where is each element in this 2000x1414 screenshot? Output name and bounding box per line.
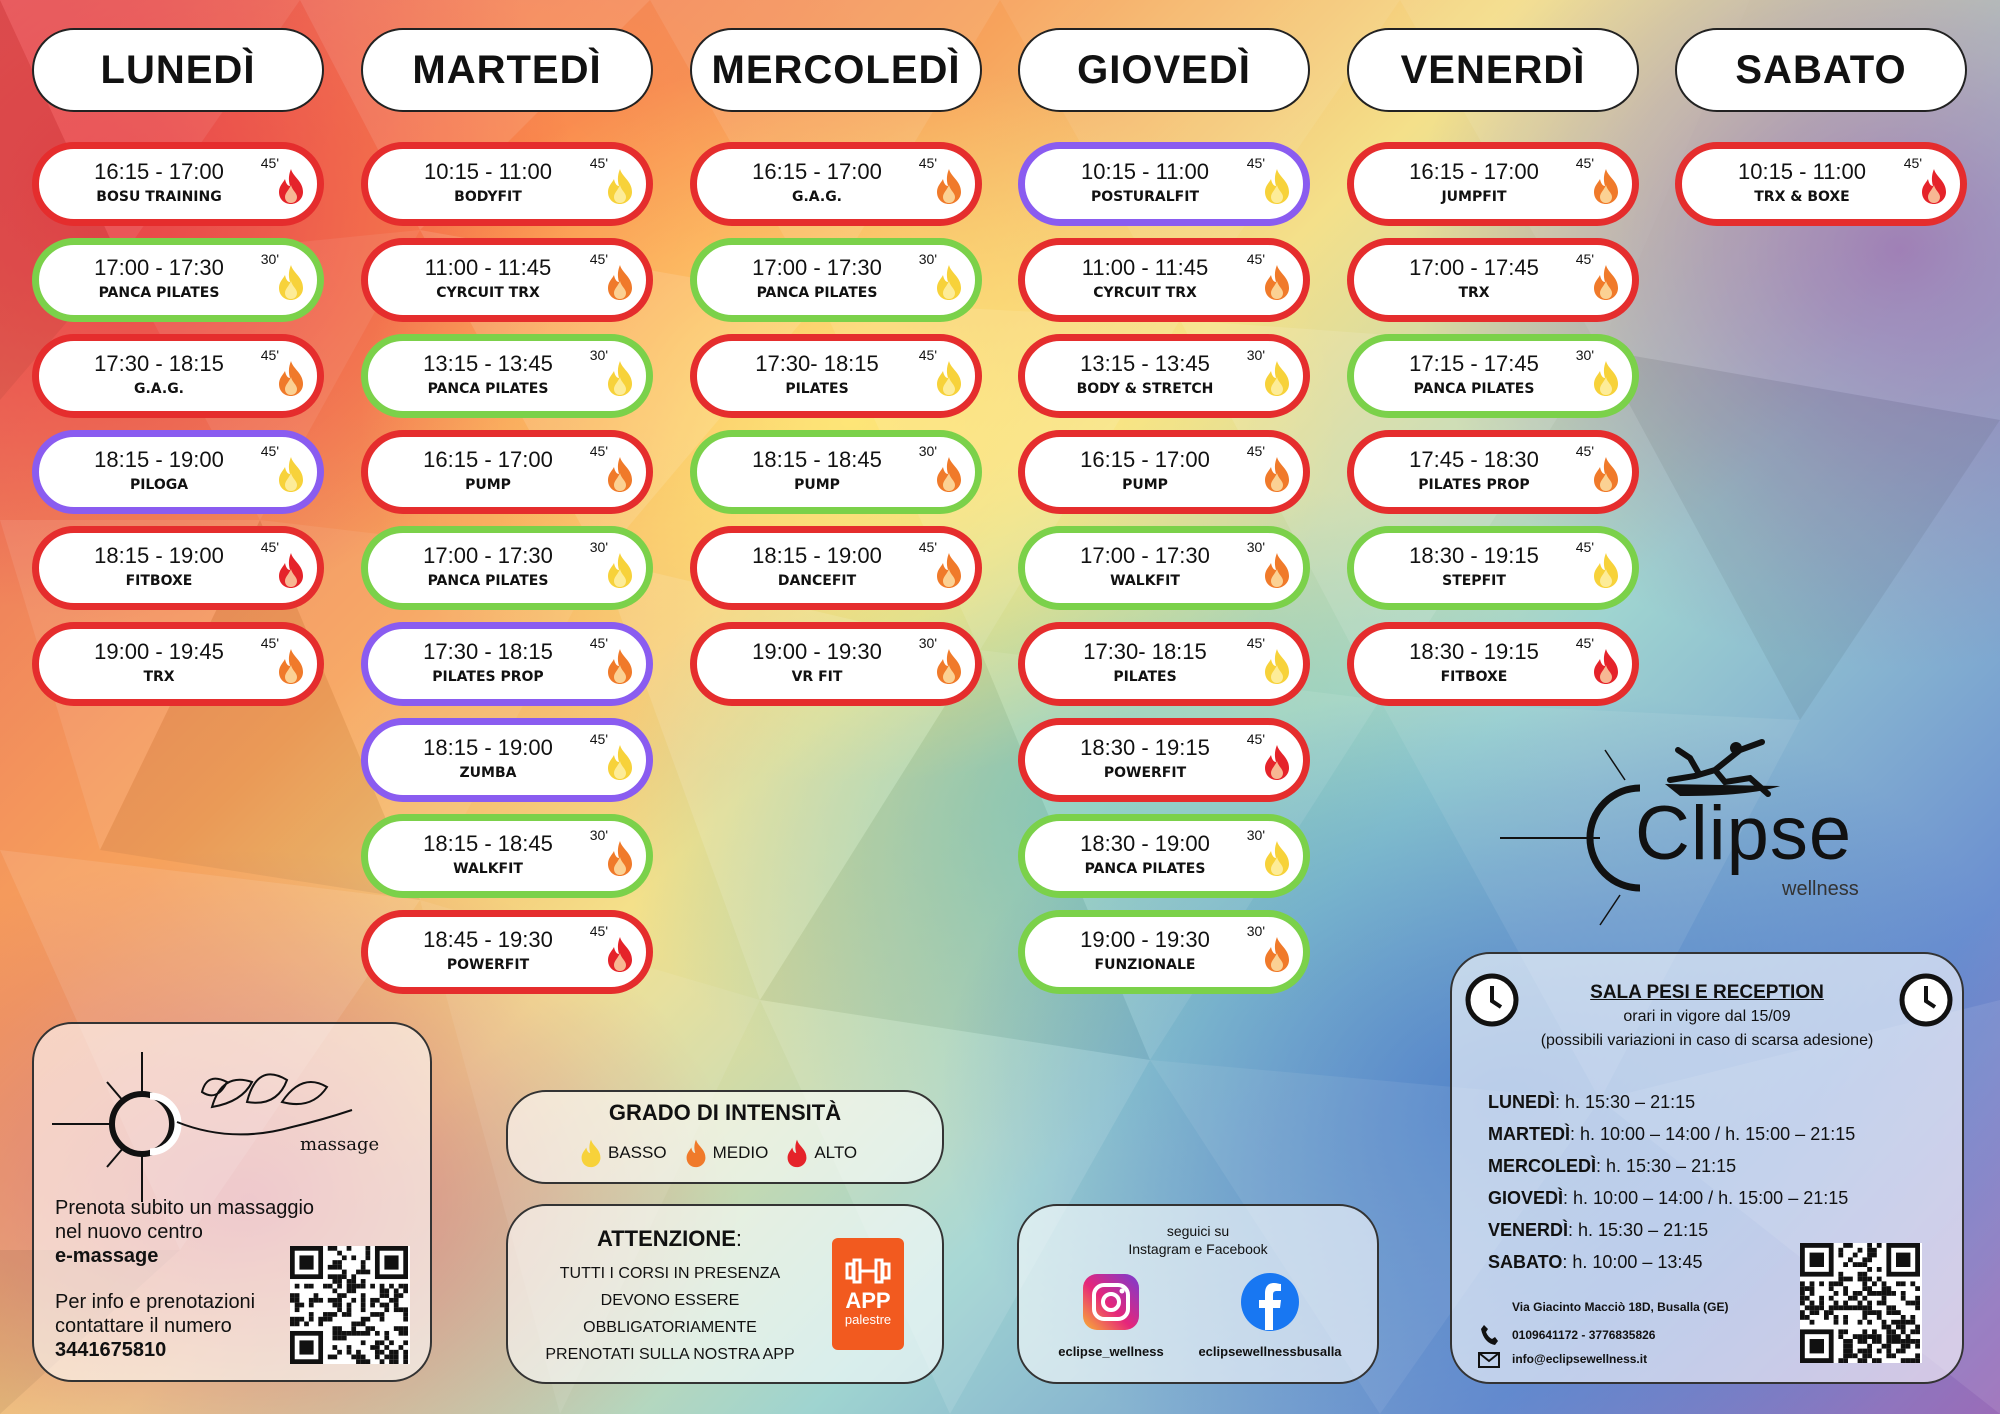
class-time: 16:15 - 17:00: [94, 159, 224, 184]
flame-basso-icon: [935, 263, 963, 301]
flame-medio-icon: [606, 455, 634, 493]
class-time: 18:30 - 19:15: [1409, 639, 1539, 664]
class-name: PANCA PILATES: [427, 381, 549, 397]
flame-medio-icon: [277, 647, 305, 685]
class-slot[interactable]: [1018, 622, 1310, 706]
app-label: APP: [845, 1288, 891, 1313]
class-time: 19:00 - 19:30: [1080, 927, 1210, 952]
day-header-mercoledi: MERCOLEDÌ: [690, 28, 982, 112]
class-slot[interactable]: [1018, 718, 1310, 802]
intensity-basso-label: BASSO: [608, 1143, 667, 1162]
brand-name: Clipse: [1635, 791, 1853, 876]
class-time: 18:15 - 19:00: [94, 543, 224, 568]
class-duration: 45': [589, 443, 608, 459]
class-duration: 45': [918, 155, 937, 171]
class-duration: 45': [1246, 443, 1265, 459]
class-name: BOSU TRAINING: [96, 189, 222, 205]
class-slot[interactable]: [32, 526, 324, 610]
class-slot[interactable]: [32, 430, 324, 514]
reception-note: (possibili variazioni in caso di scarsa adesione): [1540, 1032, 1874, 1049]
class-duration: 45': [1575, 155, 1594, 171]
class-slot[interactable]: [32, 142, 324, 226]
class-time: 17:00 - 17:30: [94, 255, 224, 280]
flame-alto-icon: [1263, 743, 1291, 781]
intensity-alto-label: ALTO: [814, 1143, 858, 1162]
class-name: STEPFIT: [1442, 573, 1506, 589]
flame-alto-icon: [786, 1138, 808, 1168]
hours-value: : h. 10:00 – 14:00 / h. 15:00 – 21:15: [1563, 1188, 1849, 1208]
class-name: G.A.G.: [133, 381, 185, 397]
class-slot[interactable]: [32, 334, 324, 418]
class-duration: 45': [918, 539, 937, 555]
class-duration: 45': [260, 443, 279, 459]
class-name: BODY & STRETCH: [1076, 381, 1214, 397]
flame-medio-icon: [1263, 263, 1291, 301]
class-time: 10:15 - 11:00: [1737, 159, 1867, 184]
class-slot[interactable]: [690, 238, 982, 322]
intensity-legend-items: [580, 1138, 857, 1168]
attention-title: [506, 1226, 833, 1252]
class-name: FITBOXE: [125, 573, 193, 589]
flame-basso-icon: [606, 743, 634, 781]
class-duration: 45': [260, 347, 279, 363]
class-duration: 45': [260, 539, 279, 555]
class-slot[interactable]: [361, 718, 653, 802]
class-name: POSTURALFIT: [1090, 189, 1200, 205]
class-slot[interactable]: [690, 622, 982, 706]
class-name: POWERFIT: [446, 957, 530, 973]
massage-qr-code[interactable]: [290, 1246, 410, 1364]
flame-medio-icon: [606, 839, 634, 877]
class-name: PILATES: [1113, 669, 1177, 685]
attention-title-colon: :: [735, 1226, 743, 1251]
class-duration: 30': [918, 635, 937, 651]
flame-basso-icon: [606, 167, 634, 205]
flame-basso-icon: [606, 551, 634, 589]
flame-medio-icon: [1592, 455, 1620, 493]
class-time: 18:30 - 19:00: [1080, 831, 1210, 856]
flame-basso-icon: [935, 359, 963, 397]
class-slot[interactable]: [690, 142, 982, 226]
class-slot[interactable]: [1018, 430, 1310, 514]
hours-day: MARTEDÌ: [1488, 1124, 1570, 1144]
class-name: PILATES: [785, 381, 849, 397]
class-time: 10:15 - 11:00: [1080, 159, 1210, 184]
class-duration: 30': [918, 251, 937, 267]
class-time: 17:00 - 17:30: [752, 255, 882, 280]
class-time: 18:30 - 19:15: [1080, 735, 1210, 760]
class-time: 18:15 - 18:45: [423, 831, 553, 856]
class-time: 17:00 - 17:30: [423, 543, 553, 568]
flame-basso-icon: [1263, 839, 1291, 877]
instagram-icon[interactable]: [1081, 1272, 1141, 1332]
flame-basso-icon: [1263, 359, 1291, 397]
intensity-legend-title: GRADO DI INTENSITÀ: [608, 1100, 842, 1125]
flame-alto-icon: [1592, 647, 1620, 685]
class-time: 11:00 - 11:45: [424, 255, 552, 280]
flame-alto-icon: [277, 167, 305, 205]
emassage-logo-text: massage: [300, 1134, 380, 1155]
flame-medio-icon: [935, 647, 963, 685]
instagram-handle[interactable]: eclipse_wellness: [1058, 1344, 1164, 1359]
massage-line5: contattare il numero: [55, 1315, 232, 1337]
flame-medio-icon: [1592, 263, 1620, 301]
app-sublabel: palestre: [844, 1312, 892, 1327]
class-duration: 45': [589, 155, 608, 171]
class-duration: 45': [1575, 443, 1594, 459]
flame-basso-icon: [580, 1138, 602, 1168]
class-time: 17:00 - 17:45: [1409, 255, 1539, 280]
class-name: CYRCUIT TRX: [436, 285, 540, 301]
class-slot[interactable]: [1018, 334, 1310, 418]
class-slot[interactable]: [1018, 238, 1310, 322]
flame-alto-icon: [1920, 167, 1948, 205]
flame-medio-icon: [935, 551, 963, 589]
class-duration: 45': [1575, 635, 1594, 651]
class-time: 16:15 - 17:00: [1409, 159, 1539, 184]
hours-value: : h. 15:30 – 21:15: [1568, 1220, 1709, 1240]
app-palestre-icon[interactable]: [832, 1238, 904, 1350]
social-header: [1017, 1222, 1379, 1258]
class-duration: 45': [589, 635, 608, 651]
flame-basso-icon: [1263, 167, 1291, 205]
class-name: FUNZIONALE: [1094, 957, 1196, 973]
class-slot[interactable]: [1018, 814, 1310, 898]
class-time: 19:00 - 19:45: [94, 639, 224, 664]
class-slot[interactable]: [1675, 142, 1967, 226]
intensity-medio-label: MEDIO: [712, 1143, 769, 1162]
class-time: 17:30- 18:15: [1083, 639, 1207, 664]
flame-alto-icon: [277, 551, 305, 589]
attention-text: [520, 1260, 820, 1368]
flame-medio-icon: [1263, 455, 1291, 493]
flame-medio-icon: [606, 263, 634, 301]
flame-basso-icon: [1592, 359, 1620, 397]
class-time: 18:15 - 19:00: [752, 543, 882, 568]
hours-row: [1488, 1150, 1855, 1182]
flame-medio-icon: [935, 455, 963, 493]
flame-basso-icon: [277, 455, 305, 493]
flame-basso-icon: [1263, 647, 1291, 685]
hours-row: [1488, 1182, 1855, 1214]
class-duration: 45': [260, 635, 279, 651]
hours-day: LUNEDÌ: [1488, 1092, 1555, 1112]
class-name: POWERFIT: [1103, 765, 1187, 781]
reception-title: SALA PESI E RECEPTION: [1590, 982, 1824, 1003]
class-duration: 45': [1575, 539, 1594, 555]
class-name: VR FIT: [791, 669, 843, 685]
class-name: ZUMBA: [459, 765, 517, 781]
class-slot[interactable]: [361, 622, 653, 706]
hours-row: [1488, 1214, 1855, 1246]
class-slot[interactable]: [1347, 430, 1639, 514]
flame-basso-icon: [606, 359, 634, 397]
class-slot[interactable]: [690, 334, 982, 418]
hours-value: : h. 15:30 – 21:15: [1555, 1092, 1696, 1112]
class-name: PILATES PROP: [432, 669, 544, 685]
class-name: TRX: [143, 669, 175, 685]
massage-line4: Per info e prenotazioni: [55, 1291, 256, 1313]
class-name: FITBOXE: [1440, 669, 1508, 685]
brand-sub: wellness: [1782, 878, 1859, 900]
class-name: PANCA PILATES: [427, 573, 549, 589]
attention-line: PRENOTATI SULLA NOSTRA APP: [545, 1346, 795, 1363]
reception-qr-code[interactable]: [1800, 1243, 1922, 1363]
class-duration: 45': [589, 923, 608, 939]
flame-basso-icon: [277, 263, 305, 301]
class-name: DANCEFIT: [777, 573, 857, 589]
flame-medio-icon: [935, 167, 963, 205]
day-header-venerdi: VENERDÌ: [1347, 28, 1639, 112]
class-duration: 45': [918, 347, 937, 363]
day-header-giovedi: GIOVEDÌ: [1018, 28, 1310, 112]
class-slot[interactable]: [1347, 334, 1639, 418]
hours-row: [1488, 1086, 1855, 1118]
class-duration: 30': [1246, 827, 1265, 843]
class-duration: 45': [1903, 155, 1922, 171]
class-slot[interactable]: [361, 142, 653, 226]
class-slot[interactable]: [32, 622, 324, 706]
class-time: 16:15 - 17:00: [423, 447, 553, 472]
class-slot[interactable]: [1347, 142, 1639, 226]
class-time: 17:30 - 18:15: [94, 351, 224, 376]
flame-medio-icon: [1592, 167, 1620, 205]
reception-email[interactable]: info@eclipsewellness.it: [1512, 1352, 1648, 1366]
class-time: 19:00 - 19:30: [752, 639, 882, 664]
class-slot[interactable]: [361, 334, 653, 418]
class-name: PANCA PILATES: [98, 285, 220, 301]
flame-medio-icon: [606, 647, 634, 685]
class-duration: 30': [1246, 923, 1265, 939]
class-name: PANCA PILATES: [1413, 381, 1535, 397]
class-slot[interactable]: [361, 910, 653, 994]
class-slot[interactable]: [1347, 238, 1639, 322]
class-time: 17:45 - 18:30: [1409, 447, 1539, 472]
attention-line: TUTTI I CORSI IN PRESENZA: [559, 1265, 781, 1282]
hours-day: SABATO: [1488, 1252, 1563, 1272]
hours-day: VENERDÌ: [1488, 1220, 1569, 1240]
class-duration: 45': [1246, 635, 1265, 651]
attention-line: OBBLIGATORIAMENTE: [583, 1319, 757, 1336]
class-duration: 45': [589, 251, 608, 267]
class-duration: 30': [589, 347, 608, 363]
class-time: 17:30- 18:15: [755, 351, 879, 376]
class-duration: 45': [589, 731, 608, 747]
flame-medio-icon: [1263, 551, 1291, 589]
class-name: BODYFIT: [454, 189, 522, 205]
massage-line1: Prenota subito un massaggio: [55, 1197, 315, 1219]
class-name: G.A.G.: [791, 189, 843, 205]
class-time: 13:15 - 13:45: [1080, 351, 1210, 376]
massage-line3: e-massage: [55, 1245, 159, 1267]
massage-line2: nel nuovo centro: [55, 1221, 203, 1243]
class-name: PILOGA: [129, 477, 189, 493]
class-duration: 45': [260, 155, 279, 171]
class-time: 13:15 - 13:45: [423, 351, 553, 376]
class-time: 18:45 - 19:30: [423, 927, 553, 952]
class-time: 16:15 - 17:00: [752, 159, 882, 184]
phone-icon: [1480, 1324, 1498, 1346]
class-name: WALKFIT: [1110, 573, 1180, 589]
mail-icon: [1478, 1352, 1500, 1368]
class-time: 17:30 - 18:15: [423, 639, 553, 664]
class-slot[interactable]: [361, 814, 653, 898]
hours-day: GIOVEDÌ: [1488, 1188, 1564, 1208]
class-duration: 30': [1246, 347, 1265, 363]
emassage-logo: [52, 1052, 392, 1202]
class-time: 16:15 - 17:00: [1080, 447, 1210, 472]
attention-title-text: ATTENZIONE: [596, 1226, 736, 1251]
flame-basso-icon: [1592, 551, 1620, 589]
class-slot[interactable]: [32, 238, 324, 322]
class-slot[interactable]: [690, 526, 982, 610]
class-name: PANCA PILATES: [1084, 861, 1206, 877]
flame-medio-icon: [277, 359, 305, 397]
class-name: PILATES PROP: [1418, 477, 1530, 493]
facebook-handle[interactable]: eclipsewellnessbusalla: [1198, 1344, 1342, 1359]
social-line1: seguici su: [1166, 1223, 1230, 1239]
class-name: PANCA PILATES: [756, 285, 878, 301]
class-time: 18:15 - 19:00: [94, 447, 224, 472]
class-slot[interactable]: [690, 430, 982, 514]
day-header-lunedi: LUNEDÌ: [32, 28, 324, 112]
class-name: PUMP: [794, 477, 840, 493]
class-slot[interactable]: [1018, 142, 1310, 226]
hours-value: : h. 15:30 – 21:15: [1596, 1156, 1737, 1176]
class-time: 18:30 - 19:15: [1409, 543, 1539, 568]
dumbbell-icon: [845, 1256, 891, 1286]
class-name: TRX: [1458, 285, 1490, 301]
massage-phone[interactable]: 3441675810: [55, 1339, 167, 1361]
hours-row: [1488, 1118, 1855, 1150]
class-slot[interactable]: [361, 238, 653, 322]
class-duration: 30': [1246, 539, 1265, 555]
class-duration: 30': [1575, 347, 1594, 363]
flame-medio-icon: [685, 1138, 707, 1168]
class-name: CYRCUIT TRX: [1093, 285, 1197, 301]
reception-address: Via Giacinto Macciò 18D, Busalla (GE): [1512, 1300, 1729, 1314]
class-time: 17:00 - 17:30: [1080, 543, 1210, 568]
class-name: PUMP: [1122, 477, 1168, 493]
hours-value: : h. 10:00 – 14:00 / h. 15:00 – 21:15: [1570, 1124, 1856, 1144]
class-slot[interactable]: [1347, 526, 1639, 610]
class-slot[interactable]: [1018, 526, 1310, 610]
flame-medio-icon: [1263, 935, 1291, 973]
class-slot[interactable]: [361, 526, 653, 610]
social-line2: Instagram e Facebook: [1128, 1241, 1268, 1257]
class-time: 18:15 - 19:00: [423, 735, 553, 760]
class-name: WALKFIT: [453, 861, 523, 877]
class-duration: 30': [918, 443, 937, 459]
day-header-martedi: MARTEDÌ: [361, 28, 653, 112]
attention-line: DEVONO ESSERE: [600, 1292, 740, 1309]
day-header-sabato: SABATO: [1675, 28, 1967, 112]
class-slot[interactable]: [361, 430, 653, 514]
hours-value: : h. 10:00 – 13:45: [1562, 1252, 1703, 1272]
class-name: TRX & BOXE: [1754, 189, 1850, 205]
reception-subtitle: orari in vigore dal 15/09: [1623, 1008, 1791, 1025]
reception-phones[interactable]: 0109641172 - 3776835826: [1512, 1328, 1656, 1342]
class-name: JUMPFIT: [1441, 189, 1507, 205]
class-duration: 45': [1246, 155, 1265, 171]
class-duration: 30': [589, 539, 608, 555]
hours-day: MERCOLEDÌ: [1488, 1156, 1596, 1176]
class-duration: 30': [260, 251, 279, 267]
class-duration: 45': [1246, 731, 1265, 747]
class-duration: 45': [1246, 251, 1265, 267]
facebook-icon[interactable]: [1240, 1272, 1300, 1332]
class-time: 11:00 - 11:45: [1081, 255, 1209, 280]
massage-text: [55, 1196, 314, 1362]
class-duration: 30': [589, 827, 608, 843]
class-slot[interactable]: [1018, 910, 1310, 994]
class-name: PUMP: [465, 477, 511, 493]
class-time: 18:15 - 18:45: [752, 447, 882, 472]
flame-alto-icon: [606, 935, 634, 973]
class-time: 17:15 - 17:45: [1409, 351, 1539, 376]
class-duration: 45': [1575, 251, 1594, 267]
class-time: 10:15 - 11:00: [423, 159, 553, 184]
class-slot[interactable]: [1347, 622, 1639, 706]
